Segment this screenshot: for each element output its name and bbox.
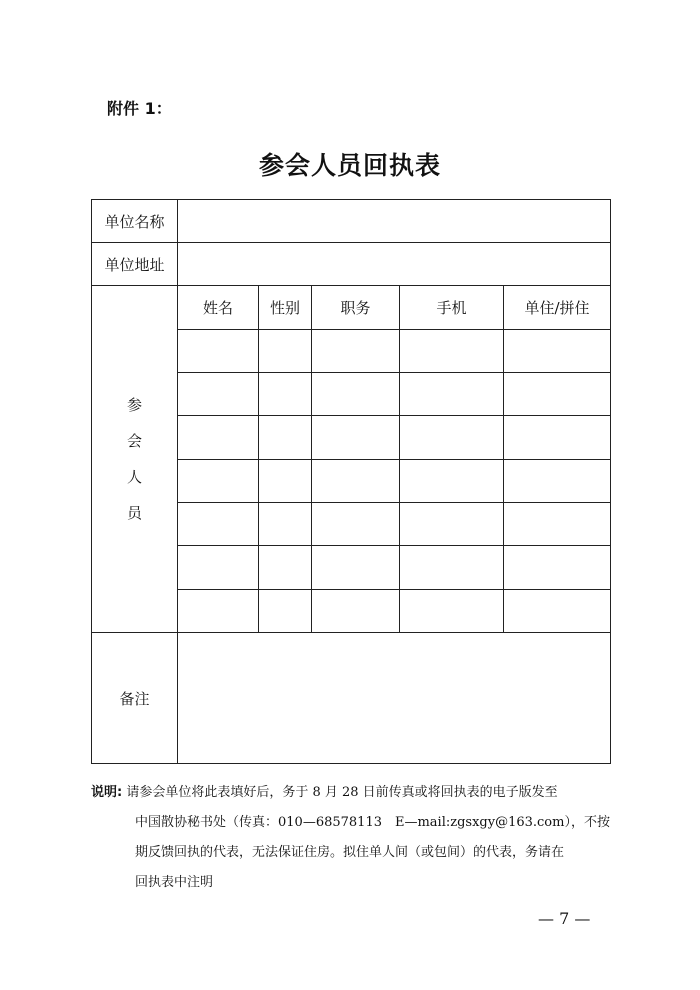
- attendee-position-cell[interactable]: [312, 373, 400, 416]
- unit-address-label: 单位地址: [92, 243, 178, 286]
- column-header-name: 姓名: [178, 286, 259, 330]
- attendee-name-cell[interactable]: [178, 330, 259, 373]
- attendee-phone-cell[interactable]: [400, 503, 504, 546]
- attendee-room-cell[interactable]: [504, 373, 611, 416]
- attendee-gender-cell[interactable]: [259, 503, 312, 546]
- attendee-gender-cell[interactable]: [259, 330, 312, 373]
- notes-line: 中国散协秘书处（传真：010—68578113 E—mail:zgsxgy@163.com），不按: [135, 815, 610, 830]
- attendee-name-cell[interactable]: [178, 590, 259, 633]
- remarks-label: 备注: [92, 633, 178, 764]
- attendee-phone-cell[interactable]: [400, 460, 504, 503]
- page-title: 参会人员回执表: [258, 151, 441, 180]
- attendee-position-cell[interactable]: [312, 460, 400, 503]
- remarks-field[interactable]: [178, 633, 611, 764]
- remarks-row: [92, 633, 611, 764]
- attendee-gender-cell[interactable]: [259, 416, 312, 460]
- attendee-phone-cell[interactable]: [400, 373, 504, 416]
- unit-name-row: [92, 200, 611, 243]
- column-header-position: 职务: [312, 286, 400, 330]
- attendees-label-char: 人: [126, 468, 142, 486]
- attendee-name-cell[interactable]: [178, 460, 259, 503]
- attendee-position-cell[interactable]: [312, 546, 400, 590]
- notes-text: 请参会单位将此表填好后，务于 8 月 28 日前传真或将回执表的电子版发至: [126, 785, 558, 800]
- unit-address-field[interactable]: [178, 243, 611, 286]
- unit-name-field[interactable]: [178, 200, 611, 243]
- attendee-gender-cell[interactable]: [259, 460, 312, 503]
- attendee-phone-cell[interactable]: [400, 416, 504, 460]
- attendees-label-char: 员: [126, 504, 142, 522]
- attendees-label-char: 参: [126, 396, 142, 414]
- attendee-room-cell[interactable]: [504, 590, 611, 633]
- attendee-room-cell[interactable]: [504, 460, 611, 503]
- attendees-label-char: 会: [126, 432, 142, 450]
- attendee-room-cell[interactable]: [504, 546, 611, 590]
- attendee-position-cell[interactable]: [312, 503, 400, 546]
- attendee-position-cell[interactable]: [312, 330, 400, 373]
- attendee-position-cell[interactable]: [312, 416, 400, 460]
- attendee-gender-cell[interactable]: [259, 546, 312, 590]
- notes-line: 期反馈回执的代表，无法保证住房。拟住单人间（或包间）的代表，务请在: [135, 845, 565, 860]
- column-header-room-type: 单住/拼住: [504, 286, 611, 330]
- unit-name-label: 单位名称: [92, 200, 178, 243]
- attendee-header-row: [92, 286, 611, 330]
- attendee-name-cell[interactable]: [178, 373, 259, 416]
- notes-line: [91, 778, 621, 808]
- attendee-room-cell[interactable]: [504, 503, 611, 546]
- notes-section: [91, 778, 621, 898]
- attendee-room-cell[interactable]: [504, 416, 611, 460]
- unit-address-row: [92, 243, 611, 286]
- attendee-phone-cell[interactable]: [400, 546, 504, 590]
- notes-line: 回执表中注明: [135, 875, 214, 890]
- attendee-name-cell[interactable]: [178, 416, 259, 460]
- attendee-phone-cell[interactable]: [400, 590, 504, 633]
- attendee-room-cell[interactable]: [504, 330, 611, 373]
- attachment-label: 附件 1：: [107, 99, 172, 118]
- attendee-position-cell[interactable]: [312, 590, 400, 633]
- notes-label: 说明:: [91, 785, 123, 800]
- attendees-label: [92, 286, 178, 633]
- attendee-phone-cell[interactable]: [400, 330, 504, 373]
- attendee-name-cell[interactable]: [178, 503, 259, 546]
- column-header-gender: 性别: [259, 286, 312, 330]
- attendee-gender-cell[interactable]: [259, 373, 312, 416]
- receipt-form-table: [91, 199, 611, 764]
- attendee-gender-cell[interactable]: [259, 590, 312, 633]
- attendee-name-cell[interactable]: [178, 546, 259, 590]
- column-header-phone: 手机: [400, 286, 504, 330]
- page-number: — 7 —: [538, 909, 591, 928]
